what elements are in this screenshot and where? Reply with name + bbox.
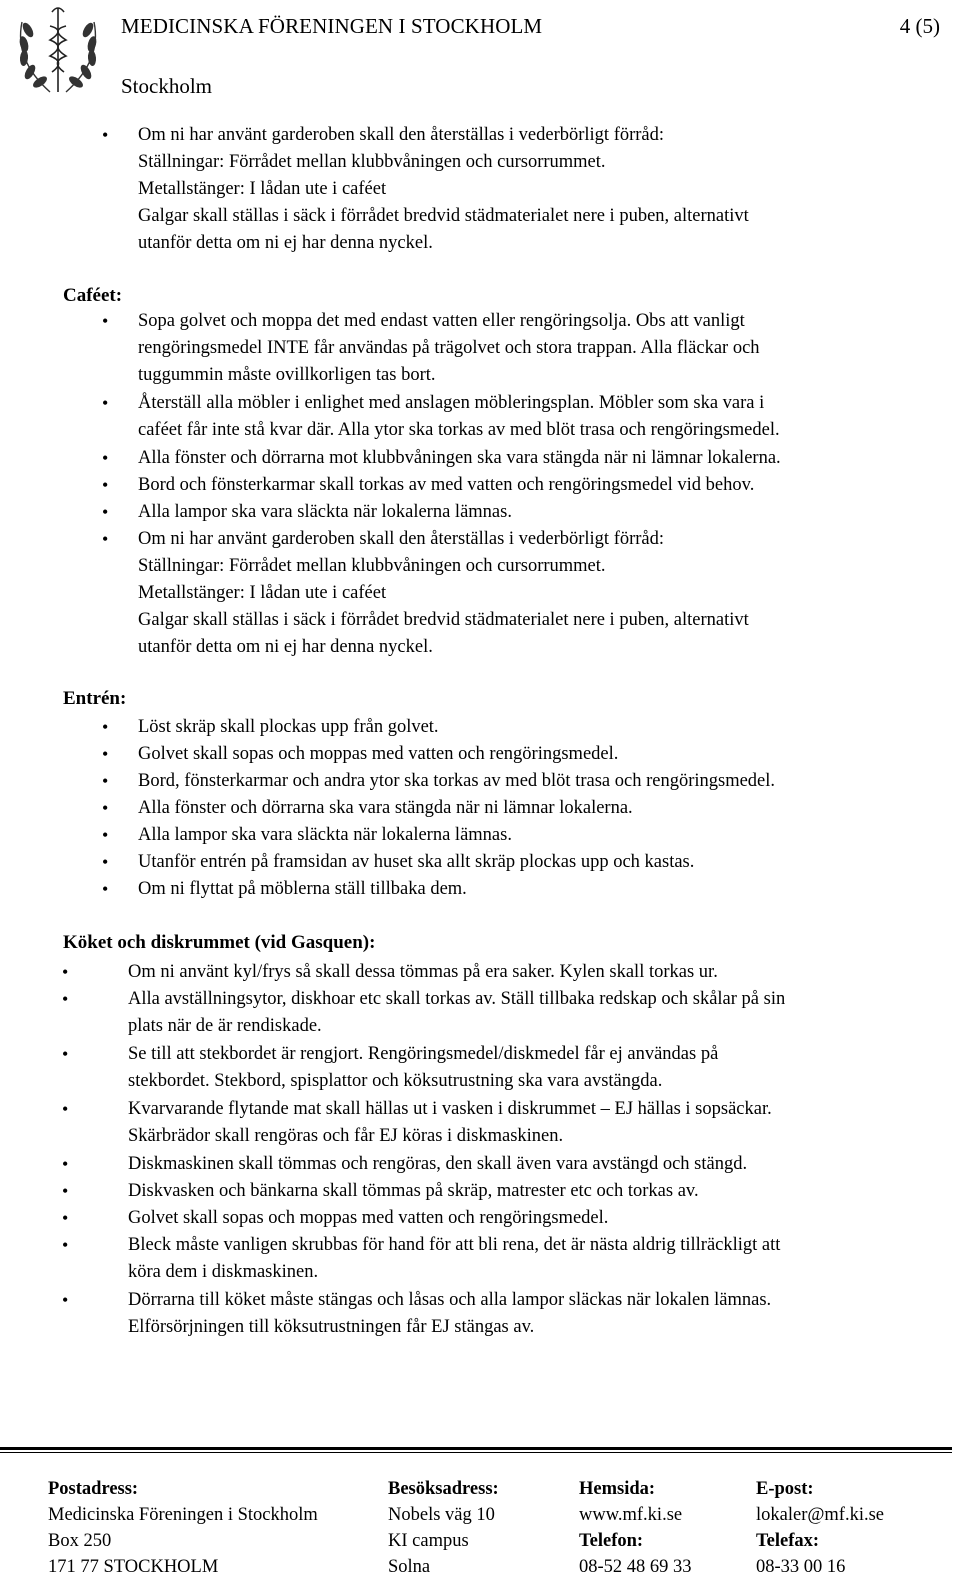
footer-line: 171 77 STOCKHOLM <box>48 1557 219 1577</box>
bullet-icon: • <box>102 448 109 468</box>
text-line: Om ni har använt garderoben skall den återställas i vederbörligt förråd: <box>138 529 665 549</box>
organization-name: MEDICINSKA FÖRENINGEN I STOCKHOLM <box>121 14 543 38</box>
list-item-text <box>128 1096 772 1150</box>
bullet-icon: • <box>62 1154 69 1174</box>
text-line: Diskmaskinen skall tömmas och rengöras, den skall även vara avstängd och stängd. <box>128 1154 748 1174</box>
bullet-icon: • <box>102 798 109 818</box>
text-line: Bleck måste vanligen skrubbas för hand för att bli rena, det är nästa aldrig tillräckligt att <box>128 1235 781 1255</box>
bullet-icon: • <box>62 962 69 982</box>
text-line: tuggummin måste ovillkorligen tas bort. <box>138 365 436 385</box>
footer-label: Besöksadress: <box>388 1479 499 1499</box>
footer-divider-thin <box>0 1452 952 1453</box>
bullet-icon: • <box>102 771 109 791</box>
bullet-icon: • <box>102 852 109 872</box>
text-line: Sopa golvet och moppa det med endast vatten eller rengöringsolja. Obs att vanligt <box>138 311 745 331</box>
footer-label: Postadress: <box>48 1479 139 1499</box>
bullet-icon: • <box>62 1290 69 1310</box>
text-line: stekbordet. Stekbord, spisplattor och köksutrustning ska vara avstängda. <box>128 1071 663 1091</box>
footer-line: Medicinska Föreningen i Stockholm <box>48 1505 318 1525</box>
text-line: Alla avställningsytor, diskhoar etc skall torkas av. Ställ tillbaka redskap och skålar på sin <box>128 989 786 1009</box>
list-item-text <box>138 822 512 849</box>
bullet-icon: • <box>62 1044 69 1064</box>
text-line: Om ni har använt garderoben skall den återställas i vederbörligt förråd: <box>138 125 665 145</box>
bullet-icon: • <box>102 475 109 495</box>
list-item-text <box>138 714 439 741</box>
list-item-text <box>138 472 754 499</box>
page-number: 4 (5) <box>899 14 940 38</box>
list-item-text <box>138 768 775 795</box>
footer-email-fax <box>756 1476 884 1580</box>
footer-web-phone <box>579 1476 692 1580</box>
text-line: Skärbrädor skall rengöras och får EJ köras i diskmaskinen. <box>128 1126 564 1146</box>
bullet-icon: • <box>62 1099 69 1119</box>
footer-label: Telefax: <box>756 1531 820 1551</box>
text-line: caféet får inte stå kvar där. Alla ytor ska torkas av med blöt trasa och rengöringsmedel. <box>138 420 780 440</box>
website-link[interactable]: www.mf.ki.se <box>579 1505 683 1525</box>
text-line: rengöringsmedel INTE får användas på trägolvet och stora trappan. Alla fläckar och <box>138 338 760 358</box>
footer-label: E-post: <box>756 1479 814 1499</box>
footer-divider <box>0 1447 952 1450</box>
bullet-icon: • <box>62 989 69 1009</box>
bullet-icon: • <box>102 311 109 331</box>
text-line: Om ni använt kyl/frys så skall dessa tömmas på era saker. Kylen skall torkas ur. <box>128 962 718 982</box>
section-heading-cafeet: Caféet: <box>63 285 123 306</box>
text-line: Alla fönster och dörrarna ska vara stängda när ni lämnar lokalerna. <box>138 798 633 818</box>
text-line: utanför detta om ni ej har denna nyckel. <box>138 637 433 657</box>
bullet-icon: • <box>102 744 109 764</box>
text-line: Golvet skall sopas och moppas med vatten och rengöringsmedel. <box>128 1208 609 1228</box>
list-item-text <box>138 499 512 526</box>
text-line: utanför detta om ni ej har denna nyckel. <box>138 233 433 253</box>
bullet-icon: • <box>62 1208 69 1228</box>
text-line: Kvarvarande flytande mat skall hällas ut i vasken i diskrummet – EJ hällas i sopsäckar. <box>128 1099 772 1119</box>
footer-line: Nobels väg 10 <box>388 1505 495 1525</box>
footer-visiting-address <box>388 1476 499 1580</box>
bullet-icon: • <box>102 393 109 413</box>
text-line: Galgar skall ställas i säck i förrådet bredvid städmaterialet nere i puben, alternativt <box>138 206 749 226</box>
text-line: Återställ alla möbler i enlighet med anslagen möbleringsplan. Möbler som ska vara i <box>138 393 765 413</box>
footer-line: KI campus <box>388 1531 469 1551</box>
bullet-icon: • <box>62 1181 69 1201</box>
footer-label: Hemsida: <box>579 1479 656 1499</box>
list-item-text <box>138 526 749 661</box>
fax-number: 08-33 00 16 <box>756 1557 846 1577</box>
list-item-text <box>128 1232 780 1286</box>
text-line: Löst skräp skall plockas upp från golvet. <box>138 717 439 737</box>
email-link[interactable]: lokaler@mf.ki.se <box>756 1505 885 1525</box>
list-item-text <box>128 1287 771 1341</box>
header-city: Stockholm <box>121 74 213 98</box>
text-line: köra dem i diskmaskinen. <box>128 1262 319 1282</box>
text-line: Elförsörjningen till köksutrustningen får EJ stängas av. <box>128 1317 535 1337</box>
text-line: Alla lampor ska vara släckta när lokalerna lämnas. <box>138 502 512 522</box>
text-line: Galgar skall ställas i säck i förrådet bredvid städmaterialet nere i puben, alternativt <box>138 610 749 630</box>
bullet-icon: • <box>62 1235 69 1255</box>
text-line: Utanför entrén på framsidan av huset ska allt skräp plockas upp och kastas. <box>138 852 695 872</box>
bullet-icon: • <box>102 825 109 845</box>
text-line: Bord och fönsterkarmar skall torkas av med vatten och rengöringsmedel vid behov. <box>138 475 755 495</box>
bullet-icon: • <box>102 502 109 522</box>
bullet-icon: • <box>102 717 109 737</box>
text-line: Golvet skall sopas och moppas med vatten och rengöringsmedel. <box>138 744 619 764</box>
list-item-text <box>128 1205 608 1232</box>
text-line: Dörrarna till köket måste stängas och låsas och alla lampor släckas när lokalen lämnas. <box>128 1290 772 1310</box>
list-item-text <box>128 1178 699 1205</box>
bullet-icon: • <box>102 879 109 899</box>
text-line: Metallstänger: I lådan ute i caféet <box>138 583 387 603</box>
text-line: Om ni flyttat på möblerna ställ tillbaka dem. <box>138 879 467 899</box>
bullet-icon: • <box>102 529 109 549</box>
text-line: Bord, fönsterkarmar och andra ytor ska torkas av med blöt trasa och rengöringsmedel. <box>138 771 776 791</box>
list-item-text <box>138 741 618 768</box>
list-item-text <box>138 795 633 822</box>
text-line: Metallstänger: I lådan ute i caféet <box>138 179 387 199</box>
list-item-text <box>138 445 781 472</box>
caduceus-laurel-logo <box>8 0 108 100</box>
list-item-text <box>128 959 718 986</box>
footer-line: Box 250 <box>48 1531 112 1551</box>
list-item-text <box>138 122 749 257</box>
text-line: Ställningar: Förrådet mellan klubbvåningen och cursorrummet. <box>138 556 606 576</box>
text-line: Se till att stekbordet är rengjort. Rengöringsmedel/diskmedel får ej användas på <box>128 1044 719 1064</box>
phone-number: 08-52 48 69 33 <box>579 1557 692 1577</box>
text-line: Ställningar: Förrådet mellan klubbvåningen och cursorrummet. <box>138 152 606 172</box>
text-line: plats när de är rendiskade. <box>128 1016 322 1036</box>
text-line: Alla fönster och dörrarna mot klubbvåningen ska vara stängda när ni lämnar lokalerna. <box>138 448 781 468</box>
footer-line: Solna <box>388 1557 431 1577</box>
text-line: Alla lampor ska vara släckta när lokalerna lämnas. <box>138 825 512 845</box>
bullet-icon: • <box>102 125 109 145</box>
list-item-text <box>138 849 694 876</box>
footer-label: Telefon: <box>579 1531 644 1551</box>
list-item-text <box>138 308 760 389</box>
list-item-text <box>128 986 785 1040</box>
section-heading-entren: Entrén: <box>63 688 127 709</box>
text-line: Diskvasken och bänkarna skall tömmas på skräp, matrester etc och torkas av. <box>128 1181 699 1201</box>
list-item-text <box>128 1151 747 1178</box>
section-heading-koket: Köket och diskrummet (vid Gasquen): <box>63 932 376 953</box>
list-item-text <box>138 876 467 903</box>
list-item-text <box>128 1041 718 1095</box>
list-item-text <box>138 390 780 444</box>
footer-postal-address <box>48 1476 318 1580</box>
